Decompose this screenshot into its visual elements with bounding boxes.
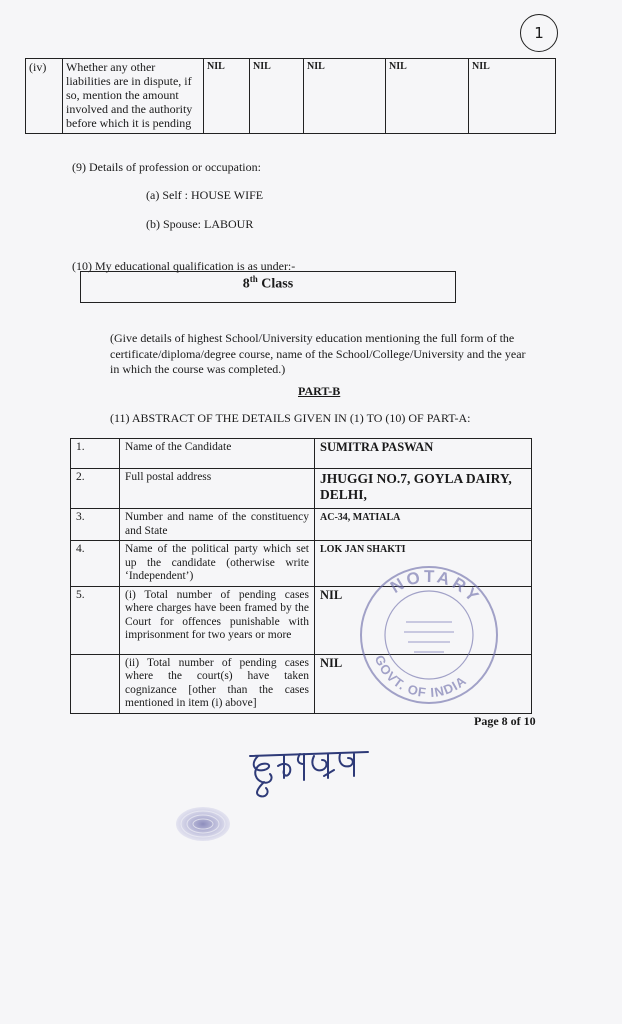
row-number: 4.	[71, 541, 120, 587]
constituency: AC-34, MATIALA	[315, 509, 532, 541]
qualification-suffix: th	[249, 274, 258, 284]
thumbprint	[174, 804, 232, 844]
table-row	[71, 439, 532, 469]
row-number: 1.	[71, 439, 120, 469]
page-mark-number: 1	[534, 24, 544, 42]
postal-address: JHUGGI NO.7, GOYLA DAIRY, DELHI,	[315, 469, 532, 509]
row-label: Name of the political party which set up the candidate (otherwise write ‘Independent’)	[120, 541, 315, 587]
political-party: LOK JAN SHAKTI	[315, 541, 532, 587]
table-row	[71, 509, 532, 541]
row-number: 5.	[71, 586, 120, 654]
qualification-number: 8	[242, 276, 250, 292]
table-row	[71, 469, 532, 509]
part-b-title: PART-B	[298, 384, 341, 398]
nil-cell: NIL	[250, 59, 304, 134]
profession-self: (a) Self : HOUSE WIFE	[146, 188, 264, 202]
stamp-top-text: NOTARY	[387, 566, 485, 608]
row-label: Number and name of the constituency and State	[120, 509, 315, 541]
row-number: 3.	[71, 509, 120, 541]
row-label: (i) Total number of pending cases where charges have been framed by the Court for offences punishable with imprisonment for two years or more	[120, 586, 315, 654]
candidate-name: SUMITRA PASWAN	[315, 439, 532, 469]
qualification-text: Class	[257, 276, 294, 292]
education-heading: (10) My educational qualification is as under:-	[72, 259, 296, 273]
pending-cases-framed: NIL	[315, 586, 532, 654]
nil-cell: NIL	[304, 59, 386, 134]
profession-heading: (9) Details of profession or occupation:	[72, 160, 261, 174]
page-footer: Page 8 of 10	[474, 714, 536, 728]
table-row	[26, 59, 556, 134]
qualification-box	[80, 271, 456, 303]
liabilities-table	[25, 58, 556, 134]
row-label: Full postal address	[120, 469, 315, 509]
notary-stamp	[354, 560, 504, 710]
row-number: (iv)	[26, 59, 63, 134]
row-label: (ii) Total number of pending cases where the court(s) have taken cognizance [other than the cases mentioned in item (i) above]	[120, 654, 315, 713]
nil-cell: NIL	[386, 59, 469, 134]
handwritten-signature	[244, 742, 374, 798]
abstract-heading: (11) ABSTRACT OF THE DETAILS GIVEN IN (1) TO (10) OF PART-A:	[110, 411, 471, 425]
row-number	[71, 654, 120, 713]
svg-text:GOVT. OF INDIA	[372, 653, 470, 700]
nil-cell: NIL	[204, 59, 250, 134]
education-instruction: (Give details of highest School/University education mentioning the full form of the certificate/diploma/degree course, name of the School/College/University and the year in which the course was completed.)	[110, 331, 526, 376]
row-number: 2.	[71, 469, 120, 509]
pending-cases-cognizance: NIL	[315, 654, 532, 713]
profession-spouse: (b) Spouse: LABOUR	[146, 217, 254, 231]
row-label: Name of the Candidate	[120, 439, 315, 469]
stamp-bottom-text: GOVT. OF INDIA	[371, 652, 470, 701]
liabilities-question: Whether any other liabilities are in dispute, if so, mention the amount involved and the authority before which it is pending	[63, 59, 204, 134]
nil-cell: NIL	[469, 59, 556, 134]
page-mark-circle	[520, 14, 558, 52]
